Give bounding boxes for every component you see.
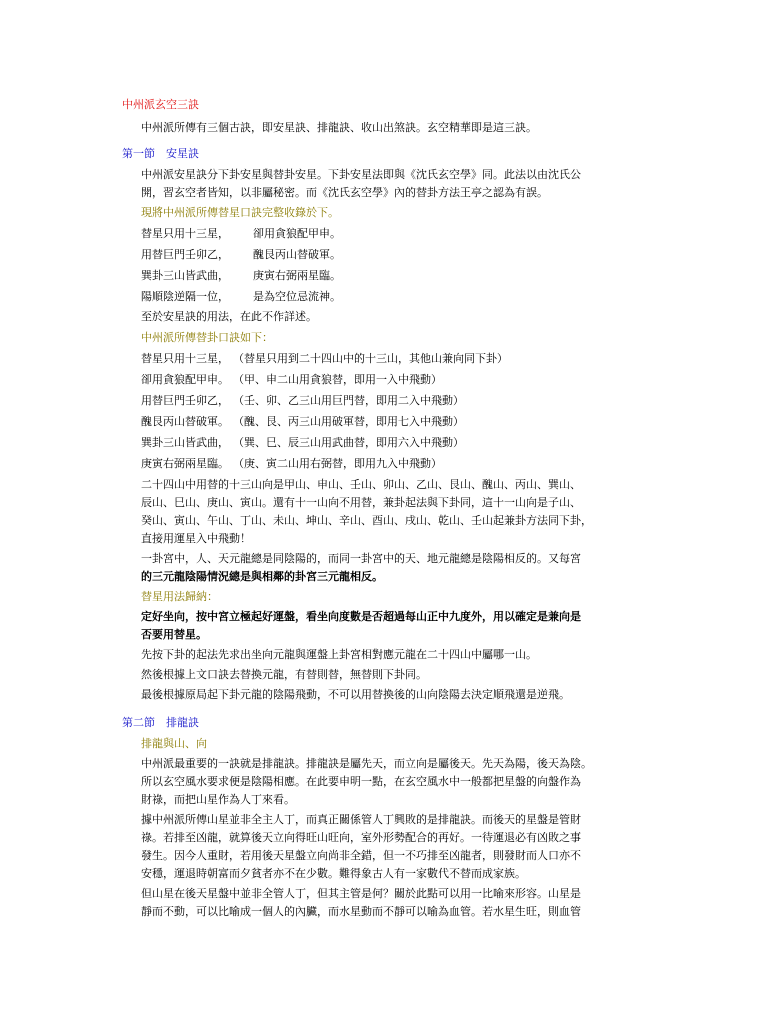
section1-para2-line: 癸山、寅山、午山、丁山、未山、坤山、辛山、酉山、戌山、乾山、壬山起兼卦方法同下卦， (141, 514, 592, 527)
verse-line-b: 庚寅右弼兩星臨。 (253, 269, 341, 282)
section1-para-line: 開，習玄空者皆知，以非屬秘密。而《沈氏玄空學》內的替卦方法王亭之認為有誤。 (141, 186, 548, 199)
section2-para1-line: 財祿，而把山星作為人丁來看。 (141, 793, 295, 806)
section2-para3-line: 但山星在後天星盤中並非全管人丁，但其主管是何？關於此點可以用一比喻來形容。山星是 (141, 887, 581, 900)
step-line: 先按下卦的起法先求出坐向元龍與運盤上卦宮相對應元龍在二十四山中屬哪一山。 (141, 648, 537, 661)
section2-para1-line: 所以玄空風水要求便是陰陽相應。在此要申明一點，在玄空風水中一般都把星盤的向盤作為 (141, 775, 581, 788)
section2-para2-line: 發生。因今人重財，若用後天星盤立向尚非全錯，但一不巧排至凶龍者，則發財而人口亦不 (141, 849, 581, 862)
step-line: 然後根據上文口訣去替換元龍，有替則替，無替則下卦同。 (141, 668, 427, 681)
section1-para2-line: 辰山、巳山、庚山、寅山。還有十一山向不用替，兼卦起法與下卦同，這十一山向是子山、 (141, 496, 581, 509)
section2-para2-line: 安穩，運退時朝富而夕貧者亦不在少數。難得象古人有一家數代不替而成家族。 (141, 867, 526, 880)
section1-para2-line: 二十四山中用替的十三山向是甲山、申山、壬山、卯山、乙山、艮山、醜山、丙山、巽山、 (141, 478, 581, 491)
verse-line-b: 醜艮丙山替破軍。 (253, 248, 341, 261)
step-line: 定好坐向，按中宮立極起好運盤，看坐向度數是否超過每山正中九度外，用以確定是兼向是 (141, 610, 581, 623)
verse2-line-a: 巽卦三山皆武曲， (141, 436, 229, 449)
verse2-line-a: 醜艮丙山替破軍。 (141, 415, 229, 428)
verse2-line-b: （替星只用到二十四山中的十三山，其他山兼向同下卦） (233, 352, 508, 365)
verse2-line-b: （庚、寅二山用右弼替，即用九入中飛動） (233, 457, 442, 470)
verse2-line-b: （壬、卯、乙三山用巨門替，即用二入中飛動） (233, 394, 464, 407)
section1-subheading: 中州派所傳替卦口訣如下： (141, 331, 273, 344)
verse2-line-b: （巽、巳、辰三山用武曲替，即用六入中飛動） (233, 436, 464, 449)
step-line: 最後根據原局起下卦元龍的陰陽飛動，不可以用替換後的山向陰陽去決定順飛還是逆飛。 (141, 688, 570, 701)
intro-paragraph: 中州派所傳有三個古訣，即安星訣、排龍訣、收山出煞訣。玄空精華即是這三訣。 (141, 121, 537, 134)
verse-line-b: 卻用貪狼配甲申。 (253, 227, 341, 240)
verse-line-a: 陽順陰逆隔一位， (141, 290, 229, 303)
verse2-line-a: 卻用貪狼配甲申。 (141, 373, 229, 386)
document-title: 中州派玄空三訣 (122, 98, 199, 111)
verse-line-a: 巽卦三山皆武曲， (141, 269, 229, 282)
section2-para3-line: 靜而不動，可以比喻成一個人的內臟，而水星動而不靜可以喻為血管。若水星生旺，則血管 (141, 905, 581, 918)
section1-para3-line: 的三元龍陰陽情況總是與相鄰的卦宮三元龍相反。 (141, 570, 383, 583)
section2-para2-line: 祿。若排至凶龍，就算後天立向得旺山旺向，室外形勢配合的再好。一待運退必有凶敗之事 (141, 831, 581, 844)
verse2-line-a: 庚寅右弼兩星臨。 (141, 457, 229, 470)
section1-subheading: 替星用法歸納： (141, 590, 218, 603)
section2-para2-line: 據中州派所傳山星並非全主人丁，而真正關係管人丁興敗的是排龍訣。而後天的星盤是管財 (141, 813, 581, 826)
verse2-line-b: （醜、艮、丙三山用破軍替，即用七入中飛動） (233, 415, 464, 428)
verse2-line-a: 替星只用十三星， (141, 352, 229, 365)
verse2-line-b: （甲、申二山用貪狼替，即用一入中飛動） (233, 373, 442, 386)
section1-note: 至於安星訣的用法，在此不作詳述。 (141, 310, 317, 323)
verse-line-a: 用替巨門壬卯乙， (141, 248, 229, 261)
step-line: 否要用替星。 (141, 628, 207, 641)
section1-heading: 第一節 安星訣 (122, 147, 199, 160)
section1-para2-line: 直接用運星入中飛動！ (141, 532, 251, 545)
section1-para3-line: 一卦宮中，人、天元龍總是同陰陽的，而同一卦宮中的天、地元龍總是陰陽相反的。又每宮 (141, 552, 581, 565)
section1-para-line: 中州派安星訣分下卦安星與替卦安星。下卦安星法即與《沈氏玄空學》同。此法以由沈氏公 (141, 168, 581, 181)
verse-line-b: 是為空位忌流神。 (253, 290, 341, 303)
section1-subheading: 現將中州派所傳替星口訣完整收錄於下。 (141, 206, 339, 219)
verse-line-a: 替星只用十三星， (141, 227, 229, 240)
section2-heading: 第二節 排龍訣 (122, 716, 199, 729)
section2-para1-line: 中州派最重要的一訣就是排龍訣。排龍訣是屬先天，而立向是屬後天。先天為陽，後天為陰。 (141, 757, 592, 770)
section2-subheading: 排龍與山、向 (141, 737, 207, 750)
verse2-line-a: 用替巨門壬卯乙， (141, 394, 229, 407)
